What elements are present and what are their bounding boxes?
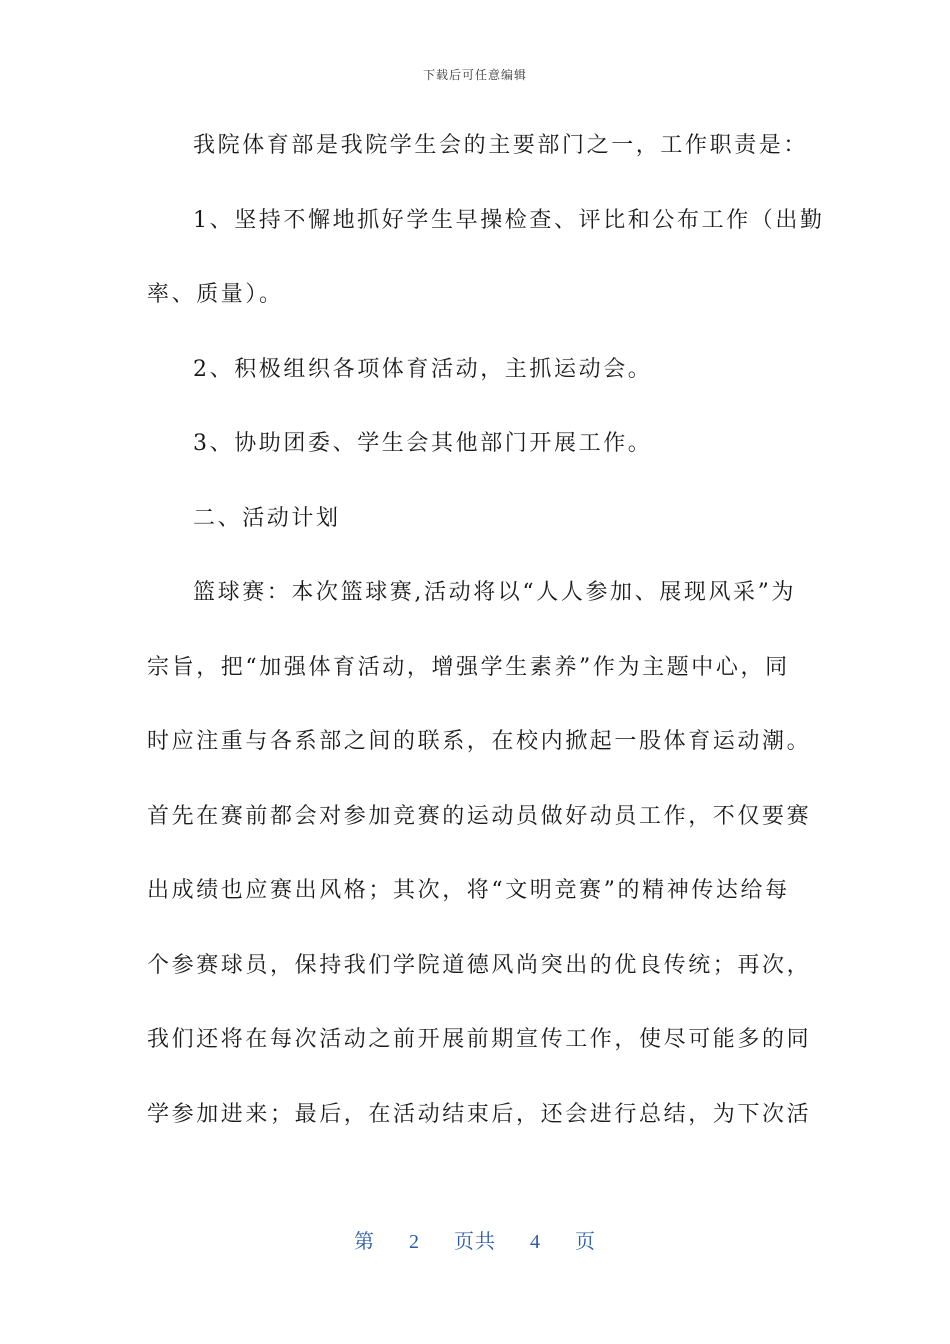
header-note: 下载后可任意编辑 bbox=[422, 68, 527, 82]
paragraph-line: 学参加进来；最后，在活动结束后，还会进行总结，为下次活 bbox=[147, 1101, 812, 1127]
paragraph-line: 宗旨，把“加强体育活动，增强学生素养”作为主题中心，同 bbox=[147, 654, 790, 680]
paragraph-line: 首先在赛前都会对参加竞赛的运动员做好动员工作，不仅要赛 bbox=[147, 803, 812, 829]
current-page-number: 2 bbox=[409, 1231, 420, 1253]
paragraph-line: 我院体育部是我院学生会的主要部门之一，工作职责是： bbox=[193, 133, 809, 158]
footer-middle: 页共 bbox=[454, 1231, 496, 1253]
paragraph-line: 个参赛球员，保持我们学院道德风尚突出的优良传统；再次， bbox=[147, 952, 812, 978]
paragraph-line: 3、协助团委、学生会其他部门开展工作。 bbox=[193, 431, 653, 456]
document-body bbox=[147, 126, 825, 1169]
total-pages-number: 4 bbox=[530, 1231, 541, 1253]
paragraph-line: 2、积极组织各项体育活动，主抓运动会。 bbox=[193, 356, 653, 382]
paragraph-line: 时应注重与各系部之间的联系，在校内掀起一股体育运动潮。 bbox=[147, 729, 812, 754]
paragraph-line: 篮球赛：本次篮球赛,活动将以“人人参加、展现风采”为 bbox=[193, 580, 797, 605]
paragraph-line: 率、质量）。 bbox=[147, 282, 284, 307]
page-number-footer bbox=[0, 1225, 950, 1254]
section-heading: 二、活动计划 bbox=[193, 505, 341, 531]
paragraph-line: 出成绩也应赛出风格；其次，将“文明竞赛”的精神传达给每 bbox=[147, 878, 790, 903]
paragraph-line: 我们还将在每次活动之前开展前期宣传工作，使尽可能多的同 bbox=[147, 1027, 812, 1052]
footer-prefix: 第 bbox=[354, 1231, 375, 1253]
footer-suffix: 页 bbox=[575, 1231, 596, 1253]
paragraph-line: 1、坚持不懈地抓好学生早操检查、评比和公布工作（出勤 bbox=[193, 207, 825, 233]
